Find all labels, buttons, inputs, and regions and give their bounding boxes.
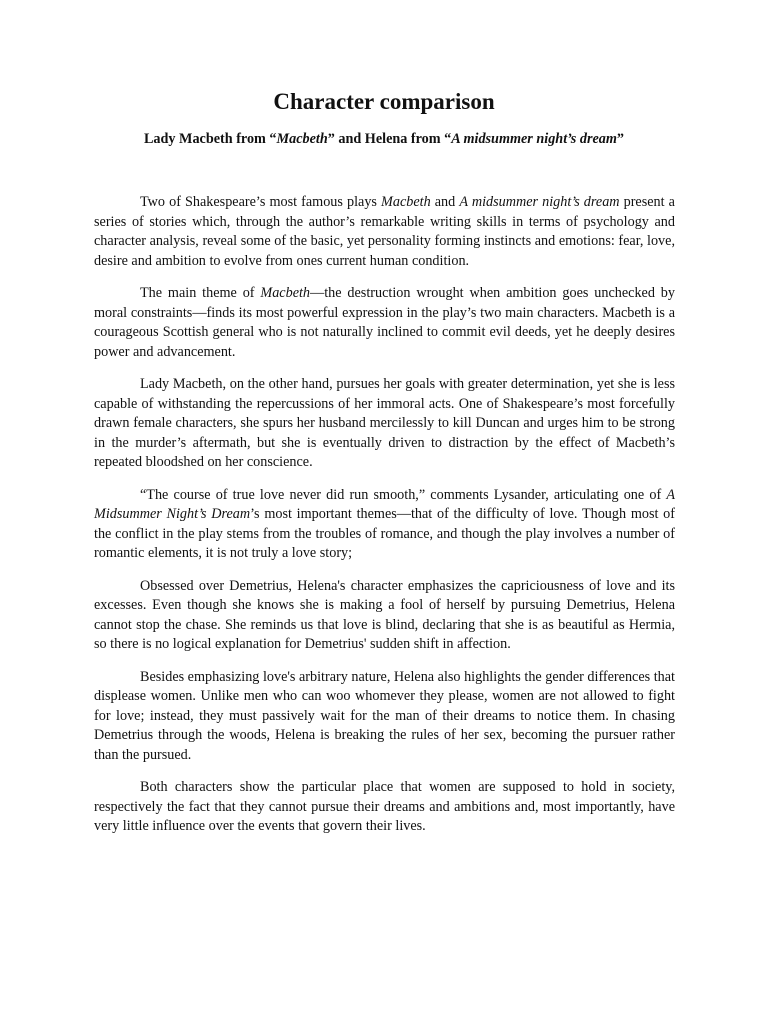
paragraph-2-text-a: The main theme of <box>140 285 261 301</box>
paragraph-6: Besides emphasizing love's arbitrary nature, Helena also highlights the gender differences that displease women. Unlike men who can woo whomever they please, women are not allowed to fight for love; instead, they must passively wait for the man of their dreams to notice them. In chasing Demetrius through the woods, Helena is breaking the rules of her sex, becoming the pursuer rather than the pursued. <box>94 668 675 763</box>
paragraph-2 <box>94 284 675 362</box>
document-body <box>94 193 675 850</box>
subtitle-work-midsummer: A midsummer night’s dream <box>451 131 617 147</box>
paragraph-1-italic-macbeth: Macbeth <box>381 194 431 210</box>
paragraph-1 <box>94 193 675 271</box>
document-subtitle <box>0 129 768 149</box>
paragraph-4-text-a: “The course of true love never did run smooth,” comments Lysander, articulating one of <box>140 486 667 503</box>
paragraph-1-text-a: Two of Shakespeare’s most famous plays <box>140 194 382 210</box>
paragraph-1-text-b: and <box>430 194 460 210</box>
paragraph-2-italic-macbeth: Macbeth <box>260 285 311 301</box>
document-title: Character comparison <box>273 89 495 114</box>
paragraph-4 <box>94 486 675 564</box>
subtitle-suffix: ” <box>616 131 625 147</box>
paragraph-4-text-b: ’s most important themes—that of the difficulty of love. Though most of the conflict in the play stems from the troubles of romance, and though the play involves a number of romantic elements, it is not truly a love story; <box>94 506 675 561</box>
paragraph-5: Obsessed over Demetrius, Helena's character emphasizes the capriciousness of love and its excesses. Even though she knows she is making a fool of herself by pursuing Demetrius, Helena cannot stop the chase. She reminds us that love is blind, declaring that she is as beautiful as Hermia, so there is no logical explanation for Demetrius' sudden shift in affection. <box>94 577 675 652</box>
paragraph-7: Both characters show the particular place that women are supposed to hold in society, respectively the fact that they cannot pursue their dreams and ambitions and, most importantly, have very little influence over the events that govern their lives. <box>94 779 675 834</box>
paragraph-4-italic-midsummer: A Midsummer Night’s Dream <box>94 486 675 522</box>
subtitle-work-macbeth: Macbeth <box>276 131 328 147</box>
subtitle-prefix: Lady Macbeth from “ <box>143 131 277 147</box>
paragraph-2-text-b: —the destruction wrought when ambition goes unchecked by moral constraints—finds its most powerful expression in the play’s two main characters. Macbeth is a courageous Scottish general who is not naturally inclined to commit evil deeds, yet he deeply desires power and advancement. <box>94 285 675 360</box>
subtitle-middle: ” and Helena from “ <box>327 131 452 147</box>
paragraph-3: Lady Macbeth, on the other hand, pursues her goals with greater determination, yet she is less capable of withstanding the repercussions of her immoral acts. One of Shakespeare’s most forcefully drawn female characters, she spurs her husband mercilessly to kill Duncan and urges him to be strong in the murder’s aftermath, but she is eventually driven to distraction by the effect of Macbeth’s repeated bloodshed on her conscience. <box>94 376 675 470</box>
paragraph-1-text-c: present a series of stories which, through the author’s remarkable writing skills in terms of psychology and character analysis, reveal some of the basic, yet personality forming instincts and emotions: fear, love, desire and ambition to evolve from ones current human condition. <box>94 194 675 269</box>
paragraph-1-italic-midsummer: A midsummer night’s dream <box>459 194 620 210</box>
